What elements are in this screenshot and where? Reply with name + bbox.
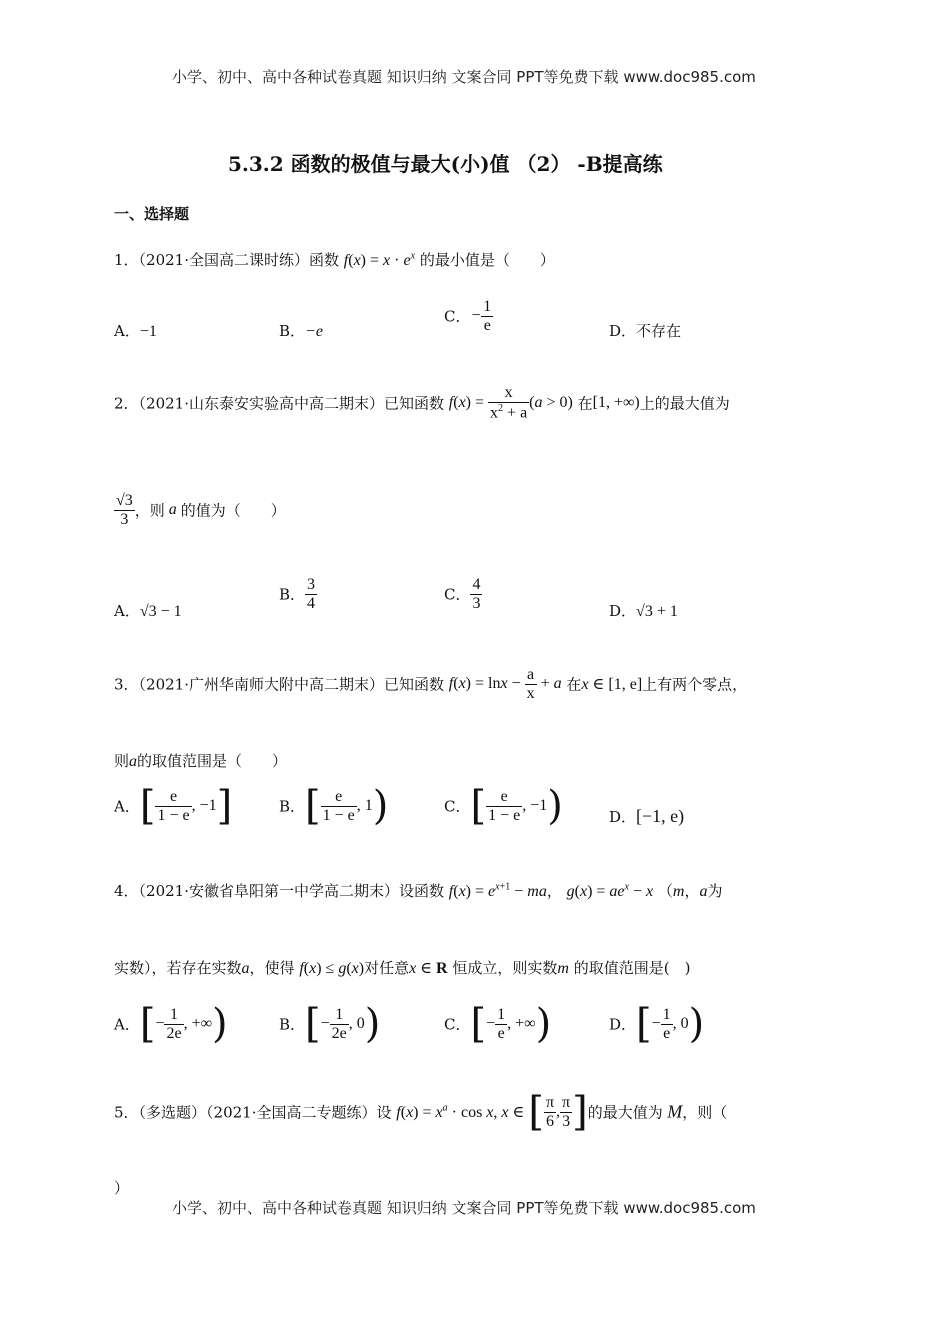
- q2-interval: [1, +∞): [592, 393, 640, 411]
- q2-option-c: C． $\frac{4}{3}$: [444, 576, 481, 612]
- q1-option-c: C．− $\frac{1}{e}$: [444, 298, 492, 334]
- bottom-banner: 小学、初中、高中各种试卷真题 知识归纳 文案合同 PPT等免费下载 www.doc985.com: [172, 1199, 756, 1217]
- question-2: 2．（2021·山东泰安实验高中高二期末）已知函数 f(x) = $\frac{x}{x^2 + a}$ (a > 0) 在[1, +∞)上的最大值为: [114, 384, 730, 421]
- q4-option-d: D．[− $\frac{1}{e}$ , 0): [609, 1001, 705, 1047]
- q4-line2: 实数），若存在实数a，使得 f(x) ≤ g(x)对任意x ∈ R 恒成立，则实数m 的取值范围是( ): [114, 959, 691, 977]
- q3-option-a: A．[ $\frac{e}{1 - e}$ , −1]: [114, 783, 233, 829]
- q4-option-c: C．[− $\frac{1}{e}$ , +∞): [444, 1001, 552, 1047]
- q2-line2: $\frac{√3}{3}$ ，则 a 的值为（ ）: [116, 492, 286, 528]
- q1-option-d: D．不存在: [609, 322, 682, 340]
- page-title: 5.3.2 函数的极值与最大(小)值 （2） -B提高练: [228, 152, 663, 176]
- question-4: 4．（2021·安徽省阜阳第一中学高二期末）设函数 $f(x) = e^{x+1}$ − ma， $g(x) = ae^x - x$ （m，a为: [114, 881, 723, 900]
- q4-formula-f: $f(x) = e^{x+1}$ − ma: [448, 881, 547, 900]
- q3-option-c: C．[ $\frac{e}{1 - e}$ , −1): [444, 783, 563, 829]
- q2-option-b: B． $\frac{3}{4}$: [279, 576, 316, 612]
- question-1: [114, 249, 555, 270]
- q3-line2: 则a的取值范围是（ ）: [114, 752, 288, 770]
- q2-formula: f(x) =: [448, 393, 489, 411]
- q2-mid: 在: [577, 394, 593, 413]
- question-3: 3．（2021·广州华南师大附中高二期末）已知函数 f(x) = lnx − $\frac{a}{x}$ + a 在x ∈ [1, e]上有两个零点，: [114, 666, 748, 702]
- q5-formula: $f(x) = x^a \cdot \cos x$, x ∈: [396, 1102, 529, 1121]
- q4-source: （2021·安徽省阜阳第一中学高二期末）设函数: [138, 882, 444, 900]
- q4-option-a: A．[− $\frac{1}{2e}$ , +∞): [114, 1001, 228, 1047]
- q3-source: （2021·广州华南师大附中高二期末）已知函数: [138, 675, 444, 694]
- q1-option-a: A．−1: [114, 322, 157, 340]
- q2-source: （2021·山东泰安实验高中高二期末）已知函数: [138, 394, 444, 413]
- q3-formula: f(x) = lnx −: [448, 675, 525, 693]
- q5-line2: ）: [114, 1179, 130, 1197]
- q4-option-b: B．[− $\frac{1}{2e}$ , 0): [279, 1001, 381, 1047]
- q2-tail: 上的最大值为: [639, 394, 730, 413]
- q1-source: （2021·全国高二课时练）函数: [138, 251, 339, 269]
- q3-option-b: B．[ $\frac{e}{1 - e}$ , 1): [279, 783, 389, 829]
- q1-option-b: B．−e: [279, 322, 323, 340]
- q2-option-a: A．√3 − 1: [114, 602, 182, 620]
- q2-number: 2．: [114, 394, 139, 413]
- question-5: 5．（多选题）（2021·全国高二专题练）设 $f(x) = x^a \cdot \cos x$, x ∈ [ $\frac{\pi}{6}$ , $\frac{\pi}{3}$ ]的最大值为 M，则（: [114, 1089, 728, 1135]
- q5-source: （多选题）（2021·全国高二专题练）设: [138, 1103, 392, 1122]
- q4-formula-g: $g(x) = ae^x - x$: [566, 881, 654, 900]
- section-heading: 一、选择题: [114, 205, 190, 223]
- q1-tail: 的最小值是（ ）: [419, 251, 555, 269]
- q3-option-d: D．[−1, e): [609, 806, 685, 826]
- q1-formula: $f(x) = x \cdot e^x$: [343, 250, 416, 269]
- q1-number: 1．: [114, 251, 139, 269]
- top-banner: 小学、初中、高中各种试卷真题 知识归纳 文案合同 PPT等免费下载 www.doc985.com: [172, 68, 756, 86]
- q2-option-d: D．√3 + 1: [609, 602, 678, 620]
